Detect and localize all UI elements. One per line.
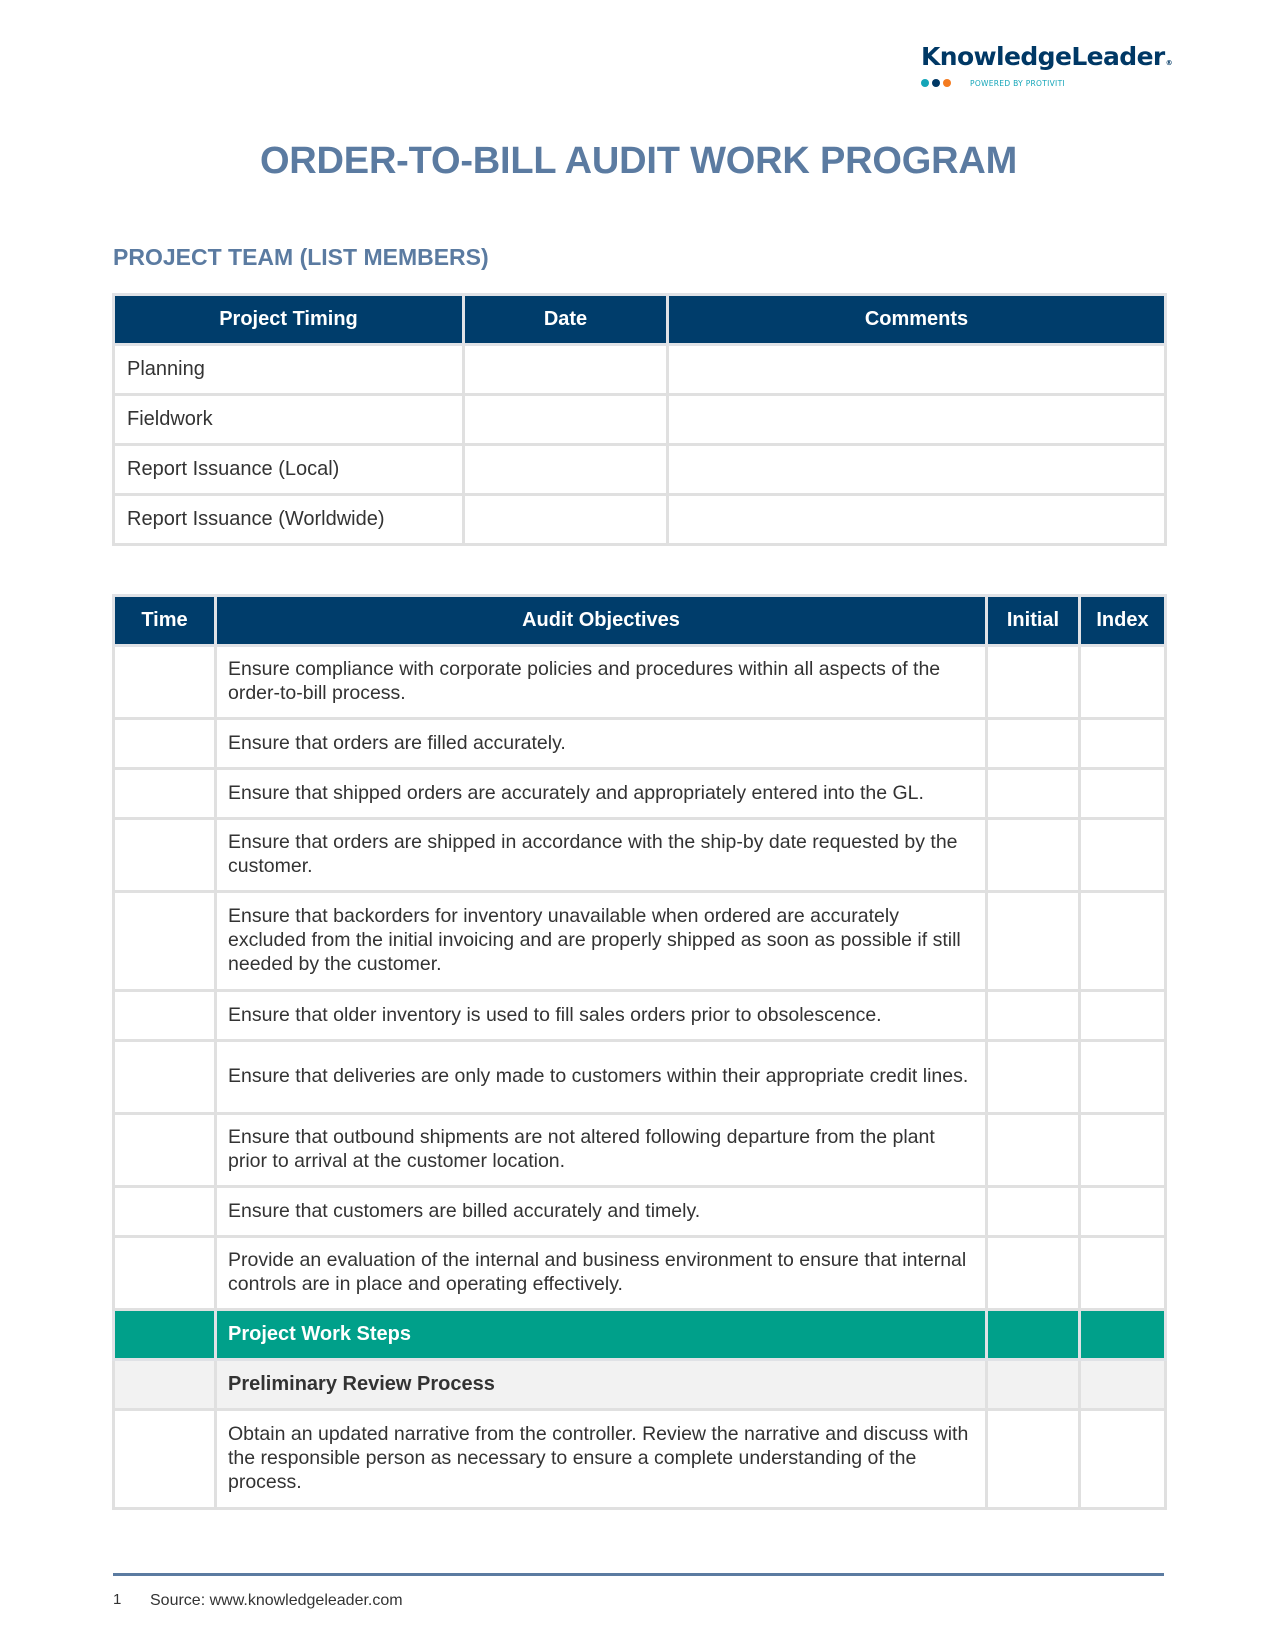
comments-cell[interactable] — [668, 345, 1166, 395]
time-cell — [114, 1310, 216, 1360]
timing-cell: Planning — [114, 345, 464, 395]
objective-text: Ensure that orders are filled accurately. — [216, 719, 987, 769]
objective-row — [114, 892, 1166, 991]
initial-cell[interactable] — [987, 1187, 1080, 1237]
objective-row — [114, 991, 1166, 1041]
time-cell — [114, 1360, 216, 1410]
page-title: ORDER-TO-BILL AUDIT WORK PROGRAM — [259, 140, 1018, 182]
subsection-label: Preliminary Review Process — [216, 1360, 987, 1410]
work-step-text: Obtain an updated narrative from the controller. Review the narrative and discuss with the responsible person as necessary to ensure a complete understanding of the process. — [216, 1410, 987, 1509]
time-cell[interactable] — [114, 1114, 216, 1187]
objective-row — [114, 646, 1166, 719]
index-cell — [1080, 1310, 1166, 1360]
logo-wordmark: KnowledgeLeader — [921, 42, 1165, 71]
objective-text: Ensure that customers are billed accurately and timely. — [216, 1187, 987, 1237]
initial-cell[interactable] — [987, 991, 1080, 1041]
index-cell[interactable] — [1080, 1410, 1166, 1509]
logo-tagline: POWERED BY PROTIVITI — [970, 78, 1065, 88]
initial-cell — [987, 1310, 1080, 1360]
index-cell[interactable] — [1080, 719, 1166, 769]
header-time: Time — [114, 596, 216, 646]
footer-source: Source: www.knowledgeleader.com — [150, 1592, 403, 1609]
knowledgeleader-logo — [921, 42, 1173, 89]
time-cell[interactable] — [114, 1237, 216, 1310]
objective-row — [114, 819, 1166, 892]
logo-tagline-row — [921, 77, 1166, 89]
comments-cell[interactable] — [668, 445, 1166, 495]
registered-mark: ® — [1165, 59, 1173, 67]
page-number: 1 — [113, 1591, 122, 1608]
table-row — [114, 495, 1166, 545]
header-comments: Comments — [668, 295, 1166, 345]
timing-cell: Report Issuance (Local) — [114, 445, 464, 495]
objective-text: Ensure compliance with corporate policies and procedures within all aspects of the order-to-bill process. — [216, 646, 987, 719]
date-cell[interactable] — [464, 445, 668, 495]
time-cell[interactable] — [114, 646, 216, 719]
index-cell[interactable] — [1080, 646, 1166, 719]
index-cell[interactable] — [1080, 1237, 1166, 1310]
time-cell[interactable] — [114, 769, 216, 819]
initial-cell — [987, 1360, 1080, 1410]
initial-cell[interactable] — [987, 819, 1080, 892]
table-row — [114, 445, 1166, 495]
objective-text: Provide an evaluation of the internal and business environment to ensure that internal controls are in place and operating effectively. — [216, 1237, 987, 1310]
table-row — [114, 395, 1166, 445]
time-cell[interactable] — [114, 892, 216, 991]
timing-cell: Report Issuance (Worldwide) — [114, 495, 464, 545]
logo-dot-teal-icon — [921, 79, 929, 87]
index-cell[interactable] — [1080, 1187, 1166, 1237]
initial-cell[interactable] — [987, 1237, 1080, 1310]
section-heading-project-team: PROJECT TEAM (LIST MEMBERS) — [113, 244, 489, 270]
objective-row — [114, 719, 1166, 769]
initial-cell[interactable] — [987, 646, 1080, 719]
header-date: Date — [464, 295, 668, 345]
header-project-timing: Project Timing — [114, 295, 464, 345]
date-cell[interactable] — [464, 395, 668, 445]
index-cell[interactable] — [1080, 769, 1166, 819]
initial-cell[interactable] — [987, 769, 1080, 819]
date-cell[interactable] — [464, 495, 668, 545]
initial-cell[interactable] — [987, 719, 1080, 769]
index-cell — [1080, 1360, 1166, 1410]
objective-row — [114, 1187, 1166, 1237]
index-cell[interactable] — [1080, 819, 1166, 892]
objective-text: Ensure that deliveries are only made to customers within their appropriate credit lines. — [216, 1041, 987, 1114]
initial-cell[interactable] — [987, 892, 1080, 991]
objective-text: Ensure that backorders for inventory unavailable when ordered are accurately excluded from the initial invoicing and are properly shipped as soon as possible if still needed by the customer. — [216, 892, 987, 991]
objective-text: Ensure that older inventory is used to fill sales orders prior to obsolescence. — [216, 991, 987, 1041]
footer-divider — [113, 1573, 1164, 1576]
logo-dot-navy-icon — [932, 79, 940, 87]
project-work-steps-row — [114, 1310, 1166, 1360]
initial-cell[interactable] — [987, 1114, 1080, 1187]
comments-cell[interactable] — [668, 395, 1166, 445]
initial-cell[interactable] — [987, 1410, 1080, 1509]
time-cell[interactable] — [114, 1041, 216, 1114]
time-cell[interactable] — [114, 719, 216, 769]
time-cell[interactable] — [114, 1187, 216, 1237]
index-cell[interactable] — [1080, 892, 1166, 991]
index-cell[interactable] — [1080, 1041, 1166, 1114]
table-header-row — [114, 295, 1166, 345]
header-audit-objectives: Audit Objectives — [216, 596, 987, 646]
table-header-row — [114, 596, 1166, 646]
subsection-row — [114, 1360, 1166, 1410]
project-work-steps-label: Project Work Steps — [216, 1310, 987, 1360]
objective-text: Ensure that outbound shipments are not altered following departure from the plant prior to arrival at the customer location. — [216, 1114, 987, 1187]
time-cell[interactable] — [114, 819, 216, 892]
comments-cell[interactable] — [668, 495, 1166, 545]
objective-row — [114, 1237, 1166, 1310]
objective-text: Ensure that orders are shipped in accordance with the ship-by date requested by the customer. — [216, 819, 987, 892]
table-row — [114, 345, 1166, 395]
logo-dot-orange-icon — [943, 79, 951, 87]
objective-row — [114, 1041, 1166, 1114]
time-cell[interactable] — [114, 991, 216, 1041]
objective-row — [114, 1114, 1166, 1187]
index-cell[interactable] — [1080, 1114, 1166, 1187]
objective-text: Ensure that shipped orders are accurately and appropriately entered into the GL. — [216, 769, 987, 819]
objective-row — [114, 769, 1166, 819]
timing-cell: Fieldwork — [114, 395, 464, 445]
date-cell[interactable] — [464, 345, 668, 395]
header-initial: Initial — [987, 596, 1080, 646]
work-step-row — [114, 1410, 1166, 1509]
header-index: Index — [1080, 596, 1166, 646]
initial-cell[interactable] — [987, 1041, 1080, 1114]
index-cell[interactable] — [1080, 991, 1166, 1041]
time-cell[interactable] — [114, 1410, 216, 1509]
audit-objectives-table — [112, 594, 1167, 1510]
project-timing-table — [112, 293, 1167, 546]
